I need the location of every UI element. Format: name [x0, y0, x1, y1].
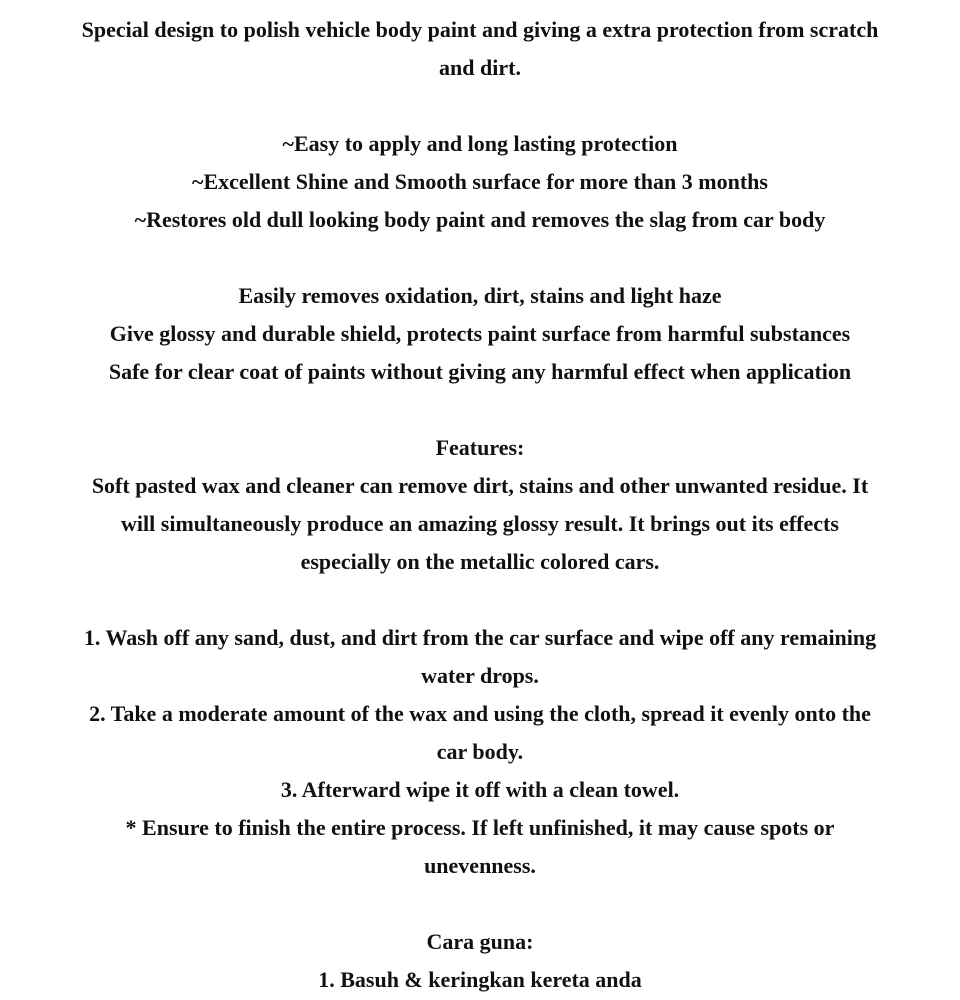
- instruction-step: water drops.: [421, 663, 539, 688]
- highlight-item: ~Restores old dull looking body paint and removes the slag from car body: [134, 207, 826, 232]
- features-text: especially on the metallic colored cars.: [300, 549, 660, 574]
- features-heading: Features:: [435, 435, 525, 460]
- benefit-item: Safe for clear coat of paints without giving any harmful effect when application: [108, 359, 852, 384]
- spacer: [6, 885, 954, 923]
- intro-line: and dirt.: [439, 55, 521, 80]
- spacer: [6, 239, 954, 277]
- instruction-step: 1. Wash off any sand, dust, and dirt from the car surface and wipe off any remaining: [83, 625, 877, 650]
- benefit-item: Easily removes oxidation, dirt, stains and light haze: [238, 283, 722, 308]
- cara-guna-heading: Cara guna:: [426, 929, 534, 954]
- instruction-step: 3. Afterward wipe it off with a clean towel.: [280, 777, 680, 802]
- spacer: [6, 391, 954, 429]
- instruction-step: 2. Take a moderate amount of the wax and using the cloth, spread it evenly onto the: [89, 701, 871, 726]
- features-text: Soft pasted wax and cleaner can remove dirt, stains and other unwanted residue. It: [91, 473, 869, 498]
- cara-guna-step: 1. Basuh & keringkan kereta anda: [318, 967, 642, 992]
- instruction-step: car body.: [436, 739, 524, 764]
- benefit-item: Give glossy and durable shield, protects paint surface from harmful substances: [109, 321, 851, 346]
- highlight-item: ~Excellent Shine and Smooth surface for more than 3 months: [192, 169, 768, 194]
- instruction-note: unevenness.: [424, 853, 536, 878]
- spacer: [6, 87, 954, 125]
- highlight-item: ~Easy to apply and long lasting protection: [282, 131, 678, 156]
- intro-line: Special design to polish vehicle body paint and giving a extra protection from scratch: [81, 17, 879, 42]
- spacer: [6, 581, 954, 619]
- features-text: will simultaneously produce an amazing glossy result. It brings out its effects: [121, 511, 839, 536]
- instruction-note: * Ensure to finish the entire process. If left unfinished, it may cause spots or: [125, 815, 835, 840]
